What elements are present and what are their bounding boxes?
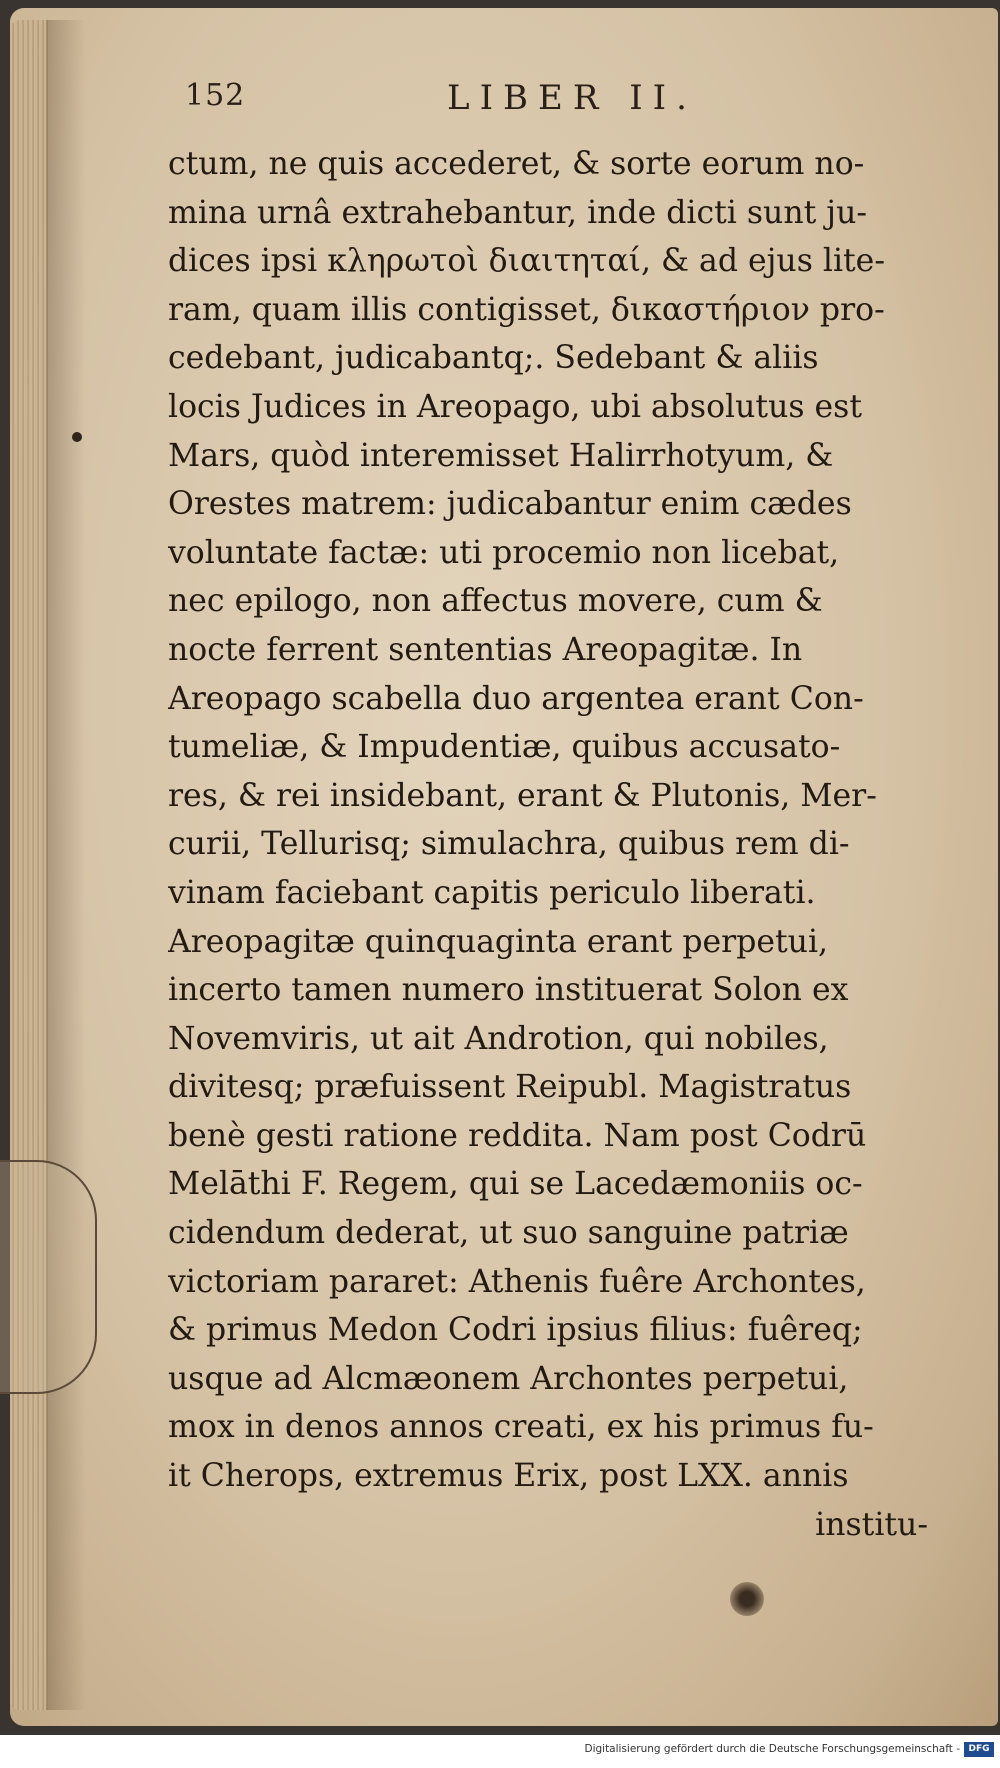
- dfg-credit-text: Digitalisierung gefördert durch die Deutsche Forschungsgemeinschaft -: [584, 1743, 960, 1755]
- dfg-logo-icon: DFG: [964, 1742, 994, 1757]
- text-line: nocte ferrent sententias Areopagitæ. In: [168, 631, 803, 668]
- page-header: [185, 78, 965, 138]
- text-line: Novemviris, ut ait Androtion, qui nobiles,: [168, 1020, 829, 1057]
- text-line: ram, quam illis contigisset, δικαστήριον pro-: [168, 291, 885, 328]
- text-line: victoriam pararet: Athenis fuêre Archontes,: [168, 1263, 866, 1300]
- text-line: mina urnâ extrahebantur, inde dicti sunt ju-: [168, 194, 867, 231]
- text-line: Areopagitæ quinquaginta erant perpetui,: [168, 923, 829, 960]
- text-line: nec epilogo, non affectus movere, cum &: [168, 583, 823, 620]
- body-text: [168, 140, 968, 1549]
- text-line: usque ad Alcmæonem Archontes perpetui,: [168, 1360, 849, 1397]
- text-line: Areopago scabella duo argentea erant Con-: [168, 680, 864, 717]
- text-line: cidendum dederat, ut suo sanguine patriæ: [168, 1215, 849, 1252]
- text-line: ctum, ne quis accederet, & sorte eorum no-: [168, 146, 865, 182]
- digitization-footer: [0, 1735, 1000, 1768]
- text-line: vinam faciebant capitis periculo liberati.: [168, 874, 816, 911]
- page-number: 152: [185, 78, 246, 113]
- text-line: mox in denos annos creati, ex his primus fu-: [168, 1409, 874, 1446]
- text-line: locis Judices in Areopago, ubi absolutus est: [168, 388, 862, 425]
- catchword: institu-: [815, 1506, 928, 1543]
- text-line: curii, Tellurisq; simulachra, quibus rem di-: [168, 826, 850, 863]
- stain-spot: [730, 1582, 764, 1616]
- text-line: Mars, quòd interemisset Halirrhotyum, &: [168, 437, 834, 474]
- text-line: incerto tamen numero instituerat Solon ex: [168, 972, 849, 1009]
- bookmark-tab: [0, 1160, 97, 1394]
- text-line: cedebant, judicabantq;. Sedebant & aliis: [168, 340, 819, 377]
- text-line: tumeliæ, & Impudentiæ, quibus accusato-: [168, 729, 841, 766]
- text-line: & primus Medon Codri ipsius filius: fuêreq;: [168, 1312, 863, 1349]
- text-line: res, & rei insidebant, erant & Plutonis, Mer-: [168, 777, 877, 814]
- running-title: LIBER II.: [447, 78, 697, 118]
- text-line: voluntate factæ: uti procemio non licebat,: [168, 534, 840, 571]
- page-edges: [10, 20, 48, 1710]
- ink-spot: [72, 432, 82, 442]
- text-line: benè gesti ratione reddita. Nam post Codrū: [168, 1117, 867, 1154]
- text-line: divitesq; præfuissent Reipubl. Magistratus: [168, 1069, 852, 1106]
- text-line: it Cherops, extremus Erix, post LXX. annis: [168, 1458, 849, 1495]
- text-line: Melāthi F. Regem, qui se Lacedæmoniis oc-: [168, 1166, 863, 1203]
- text-line: Orestes matrem: judicabantur enim cædes: [168, 486, 852, 523]
- text-line: dices ipsi κληρωτοὶ διαιτηταί, & ad ejus lite-: [168, 243, 885, 280]
- gutter-shadow: [46, 20, 86, 1710]
